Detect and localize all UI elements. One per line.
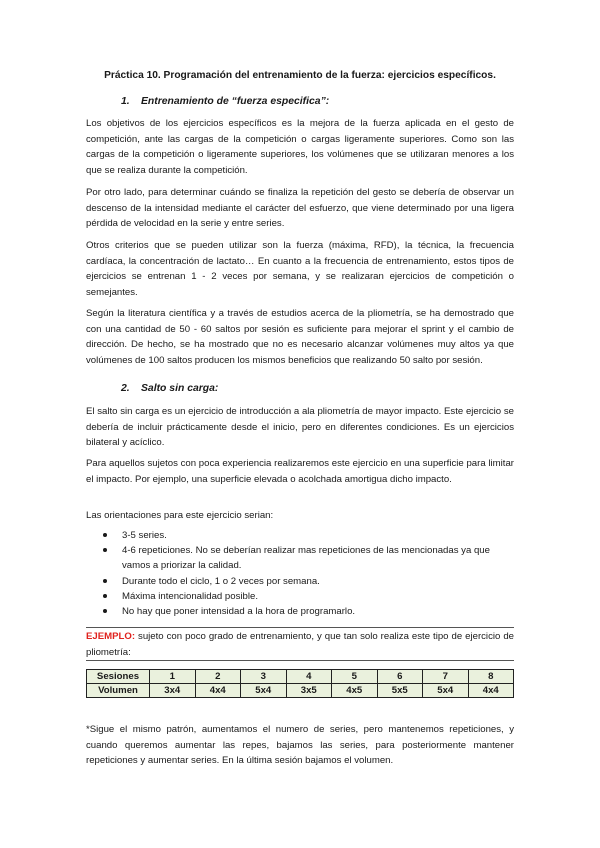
table-cell: 8 [468, 670, 514, 684]
divider-top [86, 627, 514, 628]
table-cell: 5 [332, 670, 378, 684]
section-2-number: 2. [121, 383, 130, 394]
section-1-number: 1. [121, 96, 130, 107]
table-cell: 5x5 [377, 684, 423, 698]
bullet-icon [103, 609, 107, 613]
table-cell: 1 [150, 670, 196, 684]
table-cell: 4 [286, 670, 332, 684]
paragraph-criteria: Otros criterios que se pueden utilizar son la fuerza (máxima, RFD), la técnica, la frecuencia cardíaca, la concentración de lactato… En cuanto a la frecuencia de entrenamiento, estos tipos de ejercicios se entrenan 1 - 2 veces por semana, y se realizaran ejercicios de competición o semejantes. [86, 240, 514, 298]
page-title: Práctica 10. Programación del entrenamiento de la fuerza: ejercicios específicos. [104, 70, 496, 81]
table-cell: 7 [423, 670, 469, 684]
bullet-icon [103, 533, 107, 537]
bullet-icon [103, 594, 107, 598]
sessions-table [86, 669, 514, 698]
table-cell: 2 [195, 670, 241, 684]
example-label: EJEMPLO: [86, 631, 136, 642]
table-cell: 5x4 [423, 684, 469, 698]
footnote: *Sigue el mismo patrón, aumentamos el numero de series, pero mantenemos repeticiones, y cuando queremos aumentar las repes, bajamos las series, para posteriormente mantener repeticiones y aumentar series. En la última sesión bajamos el volumen. [86, 724, 514, 767]
bullet-icon [103, 579, 107, 583]
example-text: sujeto con poco grado de entrenamiento, y que tan solo realiza este tipo de ejercicio de pliometría: [86, 631, 514, 658]
list-item: Máxima intencionalidad posible. [86, 589, 516, 604]
divider-bottom [86, 660, 514, 661]
list-item: 3-5 series. [86, 528, 516, 543]
paragraph-orientations: Las orientaciones para este ejercicio serian: [86, 510, 274, 521]
paragraph-literature: Según la literatura científica y a través de estudios acerca de la pliometría, se ha demostrado que con una cantidad de 50 - 60 saltos por sesión es suficiente para mejorar el sprint y el cambio de dirección. De hecho, se ha mostrado que no es necesario alcanzar volúmenes muy altos ya que volúmenes de 100 saltos producen los mismos beneficios que realizando 50 salto por sesión. [86, 308, 514, 366]
list-item: 4-6 repeticiones. No se deberían realizar mas repeticiones de las mencionadas ya que vamos a priorizar la calidad. [86, 543, 516, 573]
orientations-list [86, 528, 516, 619]
table-cell: 3 [241, 670, 287, 684]
paragraph-salto-surface: Para aquellos sujetos con poca experiencia realizaremos este ejercicio en una superficie para limitar el impacto. Por ejemplo, una superficie elevada o acolchada amortigua dicho impacto. [86, 458, 514, 485]
table-cell: 4x4 [468, 684, 514, 698]
section-2-title: Salto sin carga: [141, 383, 219, 394]
section-2-heading [121, 383, 218, 394]
list-item: Durante todo el ciclo, 1 o 2 veces por semana. [86, 574, 516, 589]
table-cell: 5x4 [241, 684, 287, 698]
table-cell: 6 [377, 670, 423, 684]
table-cell: 3x5 [286, 684, 332, 698]
section-1-title: Entrenamiento de “fuerza especifica”: [141, 96, 330, 107]
list-item: No hay que poner intensidad a la hora de programarlo. [86, 604, 516, 619]
bullet-icon [103, 548, 107, 552]
example-paragraph [86, 629, 514, 660]
table-cell: 4x4 [195, 684, 241, 698]
table-row-header: Volumen [87, 684, 150, 698]
table-cell: 4x5 [332, 684, 378, 698]
table-cell: 3x4 [150, 684, 196, 698]
paragraph-repetition-end: Por otro lado, para determinar cuándo se finaliza la repetición del gesto se debería de observar un descenso de la intensidad mediante el carácter del esfuerzo, que viene determinado por una ligera pérdida de velocidad en la serie y entre series. [86, 187, 514, 230]
table-row-header: Sesiones [87, 670, 150, 684]
paragraph-objectives: Los objetivos de los ejercicios específicos es la mejora de la fuerza aplicada en el gesto de competición, ante las cargas de la competición o cargas ligeramente superiores. Como son las cargas de la competición o ligeramente superiores, los volúmenes que se utilizaran menores a los que se realiza durante la competición. [86, 118, 514, 176]
table-row-sessions [87, 670, 514, 684]
table-row-volume [87, 684, 514, 698]
paragraph-salto-intro: El salto sin carga es un ejercicio de introducción a ala pliometría de mayor impacto. Este ejercicio se debería de incluir prácticamente desde el inicio, pero en diferentes condiciones. Es un ejercicios bilateral y acíclico. [86, 406, 514, 449]
section-1-heading [121, 96, 329, 107]
